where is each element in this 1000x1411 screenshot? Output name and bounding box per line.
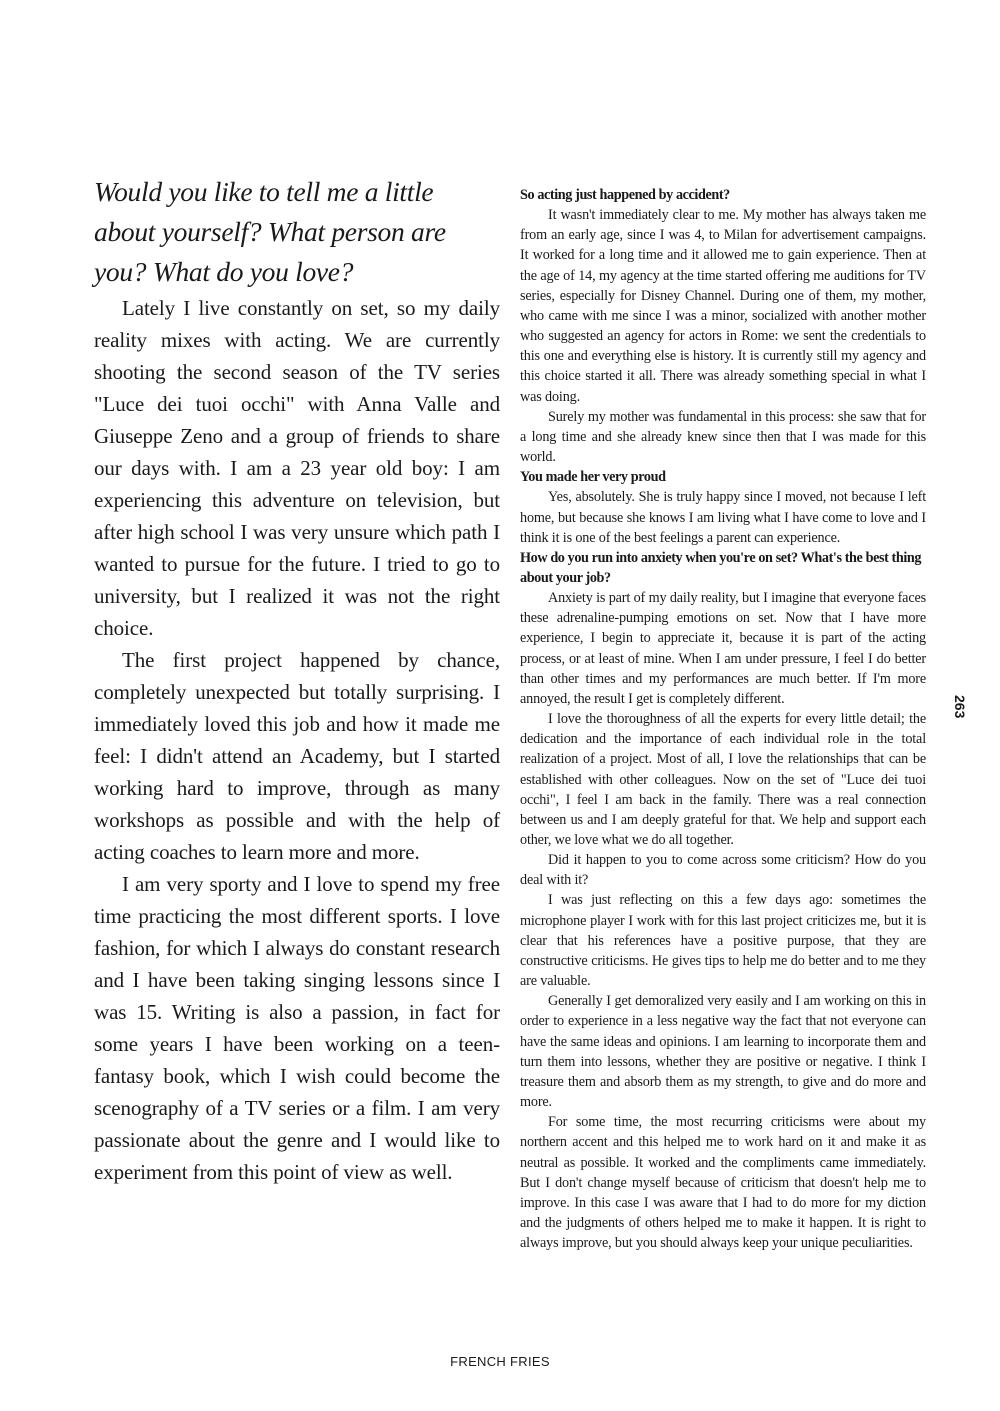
interview-question: You made her very proud	[520, 469, 666, 486]
magazine-footer: FRENCH FRIES	[450, 1354, 550, 1369]
answer-paragraph: Yes, absolutely. She is truly happy since I moved, not because I left home, but because she knows I am living what I have come to love and I think it is one of the best feelings a parent can experience.	[520, 489, 926, 546]
left-column	[94, 172, 500, 1188]
body-paragraph: The first project happened by chance, completely unexpected but totally surprising. I immediately loved this job and how it made me feel: I didn't attend an Academy, but I started working hard to improve, through as many workshops as possible and with the help of acting coaches to learn more and more.	[94, 648, 500, 864]
answer-paragraph: Anxiety is part of my daily reality, but I imagine that everyone faces these adrenaline-pumping emotions on set. Now that I have more experience, I begin to appreciate it, because it is part of the acting process, or at least of mine. When I am under pressure, I feel I do better than other times and my performances are much better. If I'm more annoyed, the result I get is completely different.	[520, 590, 926, 707]
answer-paragraph: It wasn't immediately clear to me. My mother has always taken me from an early age, since I was 4, to Milan for advertisement campaigns. It worked for a long time and it allowed me to gain experience. Then at the age of 14, my agency at the time started offering me auditions for TV series, especially for Disney Channel. During one of them, my mother, who came with me since I was a minor, socialized with another mother who suggested an agency for actors in Rome: we sent the credentials to this one and everything else is history. It is currently still my agency and this choice started it all. There was already something special in what I was doing.	[520, 207, 926, 405]
interview-question: So acting just happened by accident?	[520, 187, 730, 203]
answer-paragraph: I love the thoroughness of all the experts for every little detail; the dedication and the importance of each individual role in the total realization of a project. Most of all, I love the relationships that can be established with other colleagues. Now on the set of "Luce dei tuoi occhi", I feel I am back in the family. There was a real connection between us and I am deeply grateful for that. We help and support each other, we love what we do all together.	[520, 711, 926, 848]
right-column	[520, 185, 926, 1253]
answer-paragraph: Surely my mother was fundamental in this process: she saw that for a long time and she already knew since then that I was made for this world.	[520, 408, 926, 466]
interview-question-heading: Would you like to tell me a little about yourself? What person are you? What do you love?	[94, 176, 446, 287]
answer-paragraph: Generally I get demoralized very easily and I am working on this in order to experience in a less negative way the fact that not everyone can have the same ideas and opinions. I am learning to incorporate them and turn them into lessons, whether they are positive or negative. I think I treasure them and absorb them as my strength, to give and do more and more.	[520, 993, 926, 1111]
answer-paragraph: For some time, the most recurring criticisms were about my northern accent and this helped me to work hard on it and make it as neutral as possible. It worked and the compliments came immediately. But I don't change myself because of criticism that doesn't help me to improve. In this case I was aware that I had to do more for my diction and the judgments of others helped me to make it happen. It is right to always improve, but you should always keep your unique peculiarities.	[520, 1114, 926, 1252]
page-number: 263	[952, 695, 968, 719]
body-paragraph: I am very sporty and I love to spend my free time practicing the most different sports. I love fashion, for which I always do constant research and I have been taking singing lessons since I was 15. Writing is also a passion, in fact for some years I have been working on a teen-fantasy book, which I wish could become the scenography of a TV series or a film. I am very passionate about the genre and I would like to experiment from this point of view as well.	[94, 872, 500, 1184]
interview-question: How do you run into anxiety when you're on set? What's the best thing about your job?	[520, 549, 922, 586]
answer-paragraph: I was just reflecting on this a few days ago: sometimes the microphone player I work with for this last project criticizes me, but it is clear that his references have a positive purpose, that they are constructive criticisms. He gives tips to help me do better and to me they are valuable.	[520, 892, 926, 990]
body-paragraph: Lately I live constantly on set, so my daily reality mixes with acting. We are currently shooting the second season of the TV series "Luce dei tuoi occhi" with Anna Valle and Giuseppe Zeno and a group of friends to share our days with. I am a 23 year old boy: I am experiencing this adventure on television, but after high school I was very unsure which path I wanted to pursue for the future. I tried to go to university, but I realized it was not the right choice.	[94, 296, 500, 640]
answer-paragraph: Did it happen to you to come across some criticism? How do you deal with it?	[520, 852, 926, 889]
